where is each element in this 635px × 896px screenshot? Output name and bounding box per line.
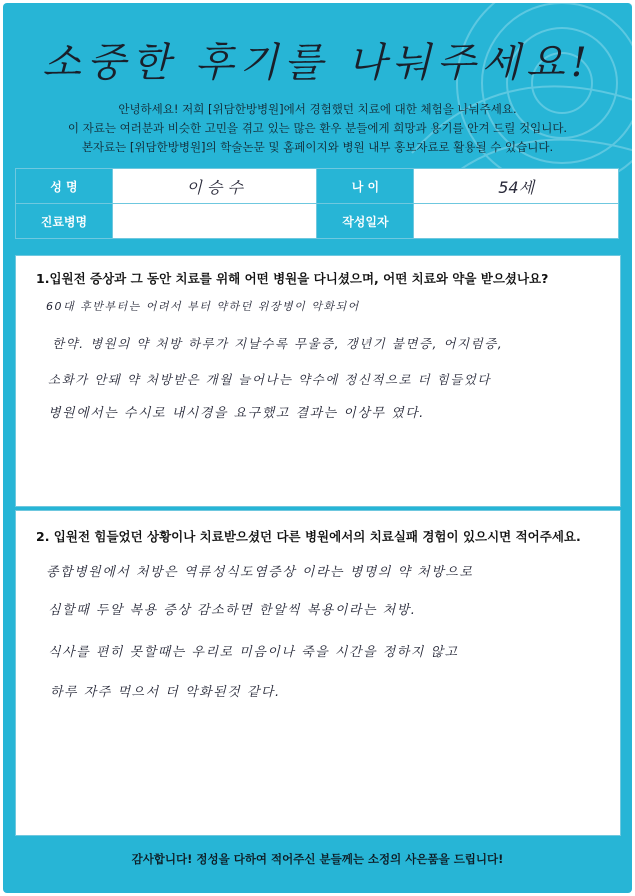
answer-line: 병원에서는 수시로 내시경을 요구했고 결과는 이상무 였다. xyxy=(48,406,425,421)
question-1-text: 1.입원전 증상과 그 동안 치료를 위해 어떤 병원을 다니셨으며, 어떤 치료와 약을 받으셨나요? xyxy=(36,271,549,286)
footer-thanks: 감사합니다! 정성을 다하여 적어주신 분들께는 소정의 사은품을 드립니다! xyxy=(131,852,504,866)
answer-line: 60대 후반부터는 어려서 부터 약하던 위장병이 악화되어 xyxy=(46,300,360,313)
answer-line: 하루 자주 먹으서 더 악화된것 같다. xyxy=(50,685,281,700)
name-label: 성 명 xyxy=(16,169,113,204)
date-label: 작성일자 xyxy=(317,204,414,239)
answer-line: 종합병원에서 처방은 역류성식도염증상 이라는 병명의 약 처방으로 xyxy=(46,565,474,580)
clinic-field[interactable] xyxy=(112,204,317,239)
intro-line: 이 자료는 여러분과 비슷한 고민을 겪고 있는 많은 환우 분들에게 희망과 용기를 안겨 드릴 것입니다. xyxy=(67,121,568,135)
clinic-label: 진료병명 xyxy=(16,204,113,239)
answer-line: 한약. 병원의 약 처방 하루가 지날수록 무울증, 갱년기 불면증, 어지럼증, xyxy=(52,336,504,351)
name-field[interactable]: 이 승 수 xyxy=(112,169,317,204)
question-1-box xyxy=(15,255,621,507)
intro-line: 본자료는 [위담한방병원]의 학술논문 및 홈페이지와 병원 내부 홍보자료로 활용될 수 있습니다. xyxy=(81,140,554,154)
date-field[interactable] xyxy=(414,204,619,239)
age-label: 나 이 xyxy=(317,169,414,204)
question-2-text: 2. 입원전 힘들었던 상황이나 치료받으셨던 다른 병원에서의 치료실패 경험이 있으시면 적어주세요. xyxy=(36,529,581,544)
question-2-box xyxy=(15,510,621,836)
age-field[interactable]: 54세 xyxy=(414,169,619,204)
answer-line: 소화가 안돼 약 처방받은 개월 늘어나는 약수에 정신적으로 더 힘들었다 xyxy=(48,372,491,387)
answer-line: 심할때 두알 복용 증상 감소하면 한알씩 복용이라는 처방. xyxy=(48,603,417,618)
form-title: 소중한 후기를 나눠주세요! xyxy=(42,40,593,86)
intro-line: 안녕하세요! 저희 [위담한방병원]에서 경험했던 치료에 대한 체험을 나눠주세요. xyxy=(118,102,517,116)
review-form xyxy=(3,3,632,893)
answer-line: 식사를 편히 못할때는 우리로 미음이나 죽을 시간을 정하지 않고 xyxy=(48,645,459,660)
personal-info-table xyxy=(15,168,619,239)
intro-text xyxy=(3,100,632,157)
